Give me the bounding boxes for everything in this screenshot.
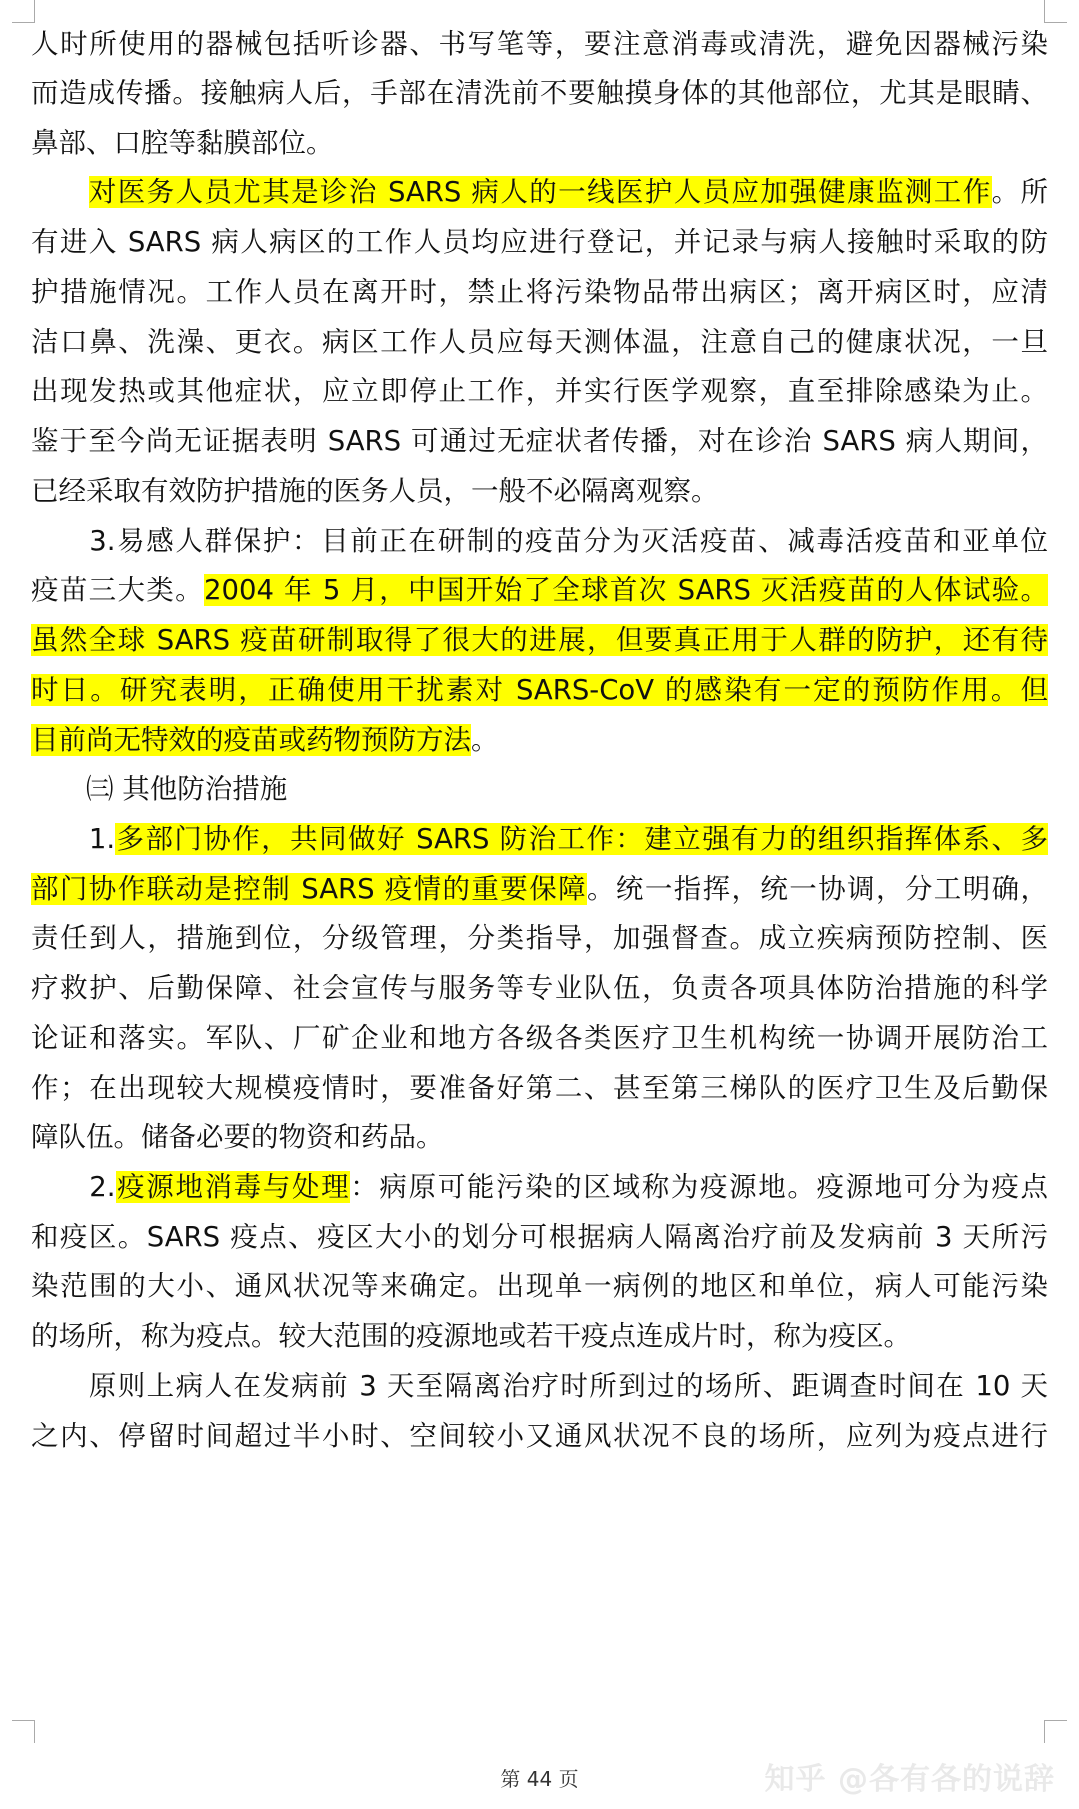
text-line bbox=[31, 73, 1048, 113]
text-line bbox=[31, 1117, 1048, 1157]
text-line bbox=[31, 1217, 1048, 1257]
crop-mark-top-right bbox=[1044, 0, 1067, 23]
text-run: 和疫区。SARS 疫点、疫区大小的划分可根据病人隔离治疗前及发病前 3 天所污 bbox=[31, 1221, 1048, 1253]
text-line bbox=[31, 720, 1048, 760]
text-run: 疫苗三大类。 bbox=[31, 574, 204, 606]
text-run: 。统一指挥，统一协调，分工明确， bbox=[587, 873, 1048, 905]
text-line bbox=[31, 172, 1048, 212]
text-run: 已经采取有效防护措施的医务人员，一般不必隔离观察。 bbox=[31, 475, 719, 507]
watermark: 知乎 @各有各的说辞 bbox=[764, 1762, 1055, 1797]
text-run: 洁口鼻、洗澡、更衣。病区工作人员应每天测体温，注意自己的健康状况，一旦 bbox=[31, 326, 1048, 358]
text-run: 人时所使用的器械包括听诊器、书写笔等，要注意消毒或清洗，避免因器械污染 bbox=[31, 28, 1048, 60]
text-run: 护措施情况。工作人员在离开时，禁止将污染物品带出病区；离开病区时，应清 bbox=[31, 276, 1048, 308]
text-line bbox=[31, 819, 1048, 859]
text-line bbox=[31, 421, 1048, 461]
crop-mark-top-left bbox=[12, 0, 35, 23]
text-run: 出现发热或其他症状，应立即停止工作，并实行医学观察，直至排除感染为止。 bbox=[31, 375, 1048, 407]
highlighted-text: 部门协作联动是控制 SARS 疫情的重要保障 bbox=[31, 873, 588, 905]
text-run: 鼻部、口腔等黏膜部位。 bbox=[31, 127, 334, 159]
highlighted-text: 时日。研究表明，正确使用干扰素对 SARS-CoV 的感染有一定的预防作用。但 bbox=[31, 674, 1048, 706]
text-line bbox=[31, 1266, 1048, 1306]
text-run: 有进入 SARS 病人病区的工作人员均应进行登记，并记录与病人接触时采取的防 bbox=[31, 226, 1048, 258]
text-run: ㈢ 其他防治措施 bbox=[31, 773, 288, 805]
highlighted-text: 虽然全球 SARS 疫苗研制取得了很大的进展，但要真正用于人群的防护，还有待 bbox=[31, 624, 1048, 656]
text-line bbox=[31, 222, 1048, 262]
text-line bbox=[31, 869, 1048, 909]
text-line bbox=[31, 471, 1048, 511]
text-line bbox=[31, 1416, 1048, 1456]
highlighted-text: 多部门协作，共同做好 SARS 防治工作：建立强有力的组织指挥体系、多 bbox=[115, 823, 1048, 855]
text-run: 2. bbox=[31, 1171, 116, 1203]
text-line bbox=[31, 123, 1048, 163]
text-line bbox=[31, 918, 1048, 958]
text-line bbox=[31, 322, 1048, 362]
text-run bbox=[31, 176, 89, 208]
text-line bbox=[31, 968, 1048, 1008]
highlighted-text: 2004 年 5 月，中国开始了全球首次 SARS 灭活疫苗的人体试验。 bbox=[203, 574, 1048, 606]
highlighted-text: 疫源地消毒与处理 bbox=[115, 1171, 351, 1203]
text-line bbox=[31, 1316, 1048, 1356]
text-line bbox=[31, 1068, 1048, 1108]
text-line bbox=[31, 570, 1048, 610]
text-run: 。所 bbox=[991, 176, 1048, 208]
text-line bbox=[31, 769, 1048, 809]
highlighted-text: 目前尚无特效的疫苗或药物预防方法 bbox=[31, 724, 471, 756]
text-line bbox=[31, 521, 1048, 561]
text-line bbox=[31, 272, 1048, 312]
crop-mark-bottom-left bbox=[12, 1720, 35, 1743]
text-run: 责任到人，措施到位，分级管理，分类指导，加强督查。成立疾病预防控制、医 bbox=[31, 922, 1048, 954]
text-run: 。 bbox=[471, 724, 499, 756]
text-run: ：病原可能污染的区域称为疫源地。疫源地可分为疫点 bbox=[350, 1171, 1048, 1203]
text-line bbox=[31, 620, 1048, 660]
text-line bbox=[31, 670, 1048, 710]
text-run: 障队伍。储备必要的物资和药品。 bbox=[31, 1121, 444, 1153]
text-run: 原则上病人在发病前 3 天至隔离治疗时所到过的场所、距调查时间在 10 天 bbox=[31, 1370, 1048, 1402]
text-run: 鉴于至今尚无证据表明 SARS 可通过无症状者传播，对在诊治 SARS 病人期间， bbox=[31, 425, 1048, 457]
text-run: 3.易感人群保护：目前正在研制的疫苗分为灭活疫苗、减毒活疫苗和亚单位 bbox=[31, 525, 1048, 557]
text-run: 而造成传播。接触病人后，手部在清洗前不要触摸身体的其他部位，尤其是眼睛、 bbox=[31, 77, 1048, 109]
text-line bbox=[31, 24, 1048, 64]
text-line bbox=[31, 1167, 1048, 1207]
text-run: 的场所，称为疫点。较大范围的疫源地或若干疫点连成片时，称为疫区。 bbox=[31, 1320, 911, 1352]
text-line bbox=[31, 371, 1048, 411]
text-run: 之内、停留时间超过半小时、空间较小又通风状况不良的场所，应列为疫点进行 bbox=[31, 1420, 1048, 1452]
text-run: 1. bbox=[31, 823, 116, 855]
highlighted-text: 对医务人员尤其是诊治 SARS 病人的一线医护人员应加强健康监测工作 bbox=[88, 176, 992, 208]
crop-mark-bottom-right bbox=[1044, 1720, 1067, 1743]
text-run: 论证和落实。军队、厂矿企业和地方各级各类医疗卫生机构统一协调开展防治工 bbox=[31, 1022, 1048, 1054]
page-number: 第 44 页 bbox=[500, 1767, 579, 1791]
text-run: 作；在出现较大规模疫情时，要准备好第二、甚至第三梯队的医疗卫生及后勤保 bbox=[31, 1072, 1048, 1104]
text-run: 疗救护、后勤保障、社会宣传与服务等专业队伍，负责各项具体防治措施的科学 bbox=[31, 972, 1048, 1004]
text-line bbox=[31, 1366, 1048, 1406]
text-run: 染范围的大小、通风状况等来确定。出现单一病例的地区和单位，病人可能污染 bbox=[31, 1270, 1048, 1302]
text-line bbox=[31, 1018, 1048, 1058]
